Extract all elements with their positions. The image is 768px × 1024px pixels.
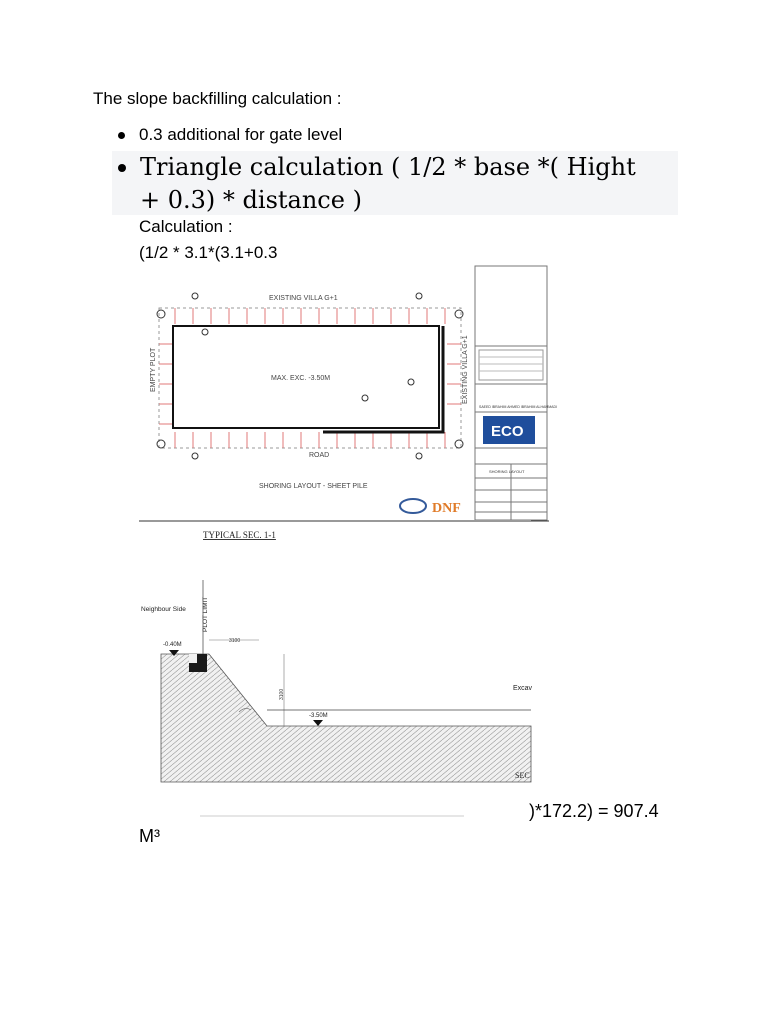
level-bottom-label: -3.50M: [309, 713, 328, 719]
sheet-title: SHORING LAYOUT: [489, 469, 525, 474]
calculation-label: Calculation :: [139, 217, 233, 236]
client-name: SAEED IBRAHIM AHMED IBRAHIM ALHAMMADI: [479, 405, 557, 409]
divider-line: [200, 815, 464, 817]
calculation-expression-start: (1/2 * 3.1*(3.1+0.3: [139, 243, 278, 262]
dim-horizontal: 3100: [229, 638, 241, 644]
typical-section-drawing: [139, 520, 531, 796]
bullet-triangle-formula-text: Triangle calculation ( 1/2 * base *( Hight + 0.3) * distance ): [140, 153, 636, 214]
result-unit: M³: [139, 826, 160, 846]
existing-villa-side-label: EXISTING VILLA G+1: [462, 335, 469, 404]
brand-mark-icon: DNF: [432, 501, 461, 516]
existing-villa-top-label: EXISTING VILLA G+1: [269, 295, 338, 302]
bullet-gate-level-text: 0.3 additional for gate level: [139, 125, 343, 144]
road-label: ROAD: [309, 452, 330, 459]
excavation-label: Excav: [513, 685, 533, 692]
layout-title: SHORING LAYOUT - SHEET PILE: [259, 483, 368, 490]
eco-logo-text: ECO: [491, 423, 524, 440]
section-ref-label: SEC: [515, 771, 530, 780]
bullet-dot-icon: [118, 164, 126, 172]
shoring-layout-drawing: [139, 264, 557, 522]
calculation-result: )*172.2) = 907.4: [529, 801, 659, 821]
level-top-label: -0.40M: [163, 642, 182, 648]
title-block: [475, 266, 557, 520]
bullet-gate-level: [118, 125, 342, 145]
section-title: TYPICAL SEC. 1-1: [203, 530, 276, 540]
plot-limit-label: PLOT LIMIT: [202, 596, 209, 632]
bullet-triangle-formula: [118, 151, 658, 217]
max-exc-label: MAX. EXC. -3.50M: [271, 375, 331, 382]
empty-plot-label: EMPTY PLOT: [150, 347, 157, 392]
neighbour-side-label: Neighbour Side: [141, 606, 186, 613]
bullet-dot-icon: [118, 132, 125, 139]
doc-heading: The slope backfilling calculation :: [93, 89, 342, 108]
dim-vertical: 3100: [279, 688, 285, 700]
